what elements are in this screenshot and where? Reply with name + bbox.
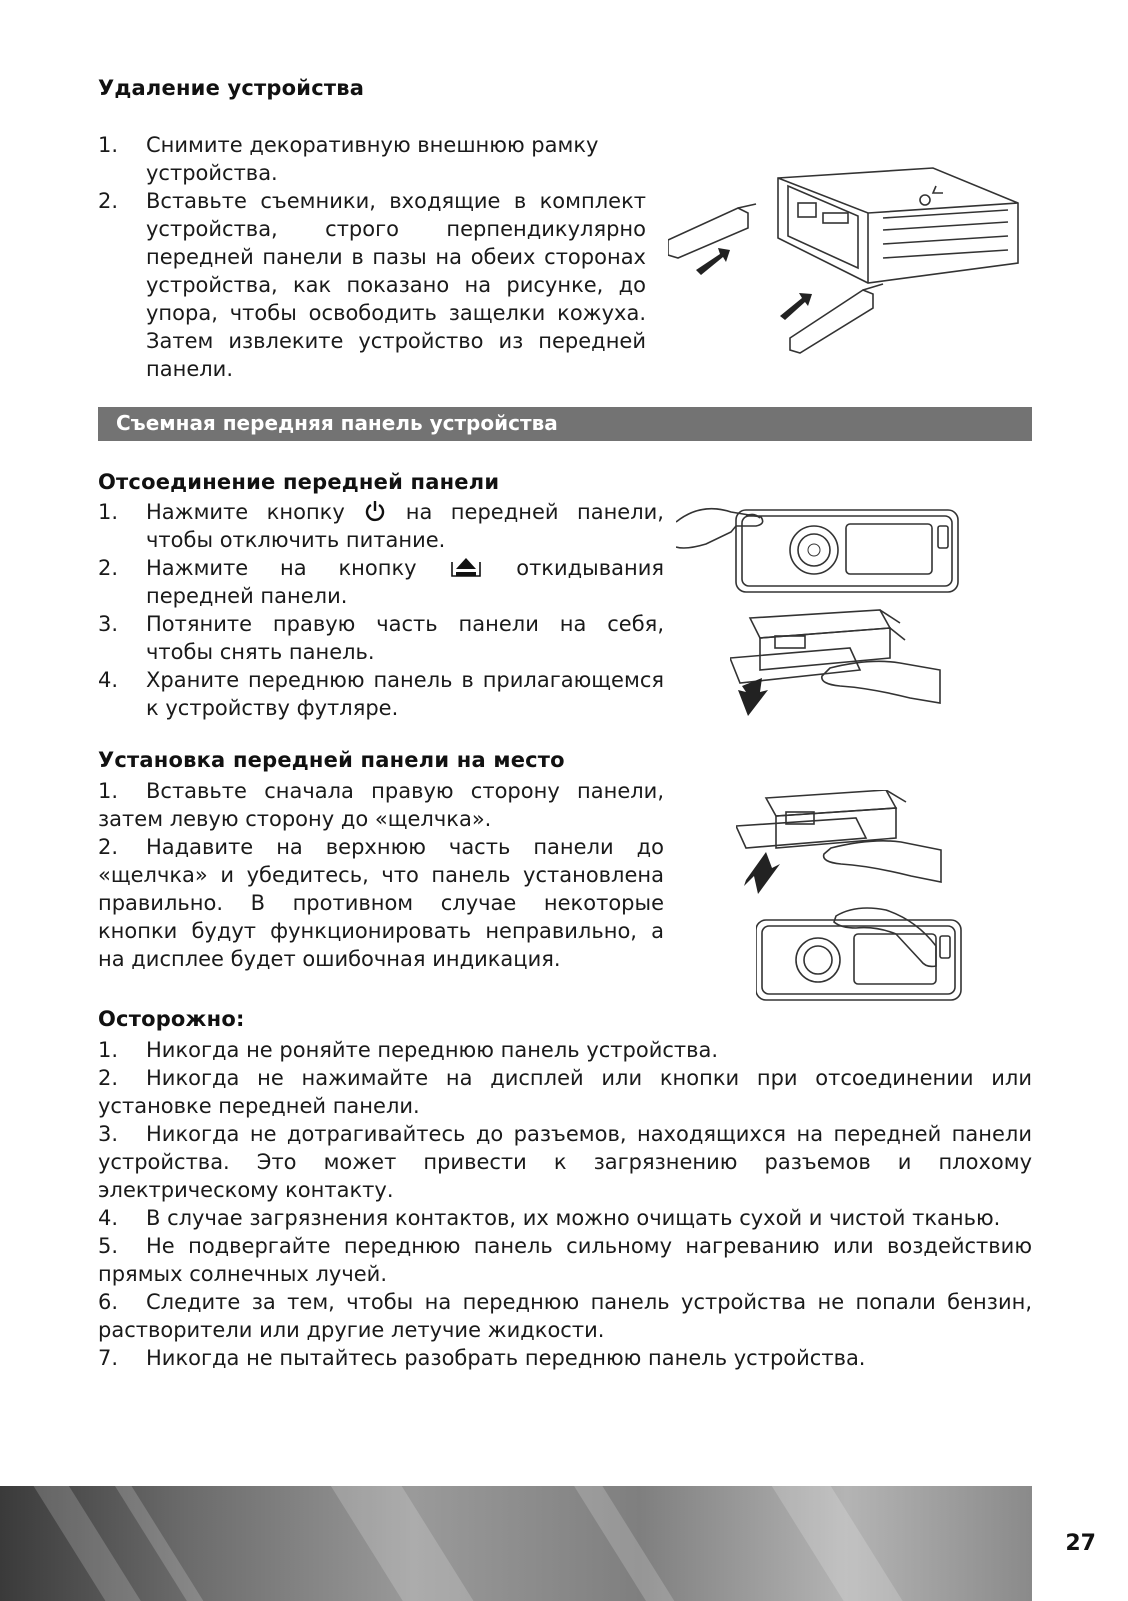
list-item [98, 1232, 1032, 1288]
item-text [146, 554, 664, 610]
item-text: Потяните правую часть панели на себя, чтобы снять панель. [146, 612, 664, 664]
item-number: 1. [98, 1038, 119, 1062]
power-icon [365, 500, 385, 522]
item-text: Никогда не роняйте переднюю панель устройства. [146, 1038, 719, 1062]
section-heading-install: Установка передней панели на место [98, 748, 565, 772]
list-item [98, 666, 664, 722]
item-text: В случае загрязнения контактов, их можно очищать сухой и чистой тканью. [146, 1206, 1001, 1230]
item-number: 2. [98, 556, 119, 580]
item-number: 5. [98, 1234, 119, 1258]
list-item [98, 833, 664, 973]
list-item [98, 1036, 1032, 1064]
item-text: Не подвергайте переднюю панель сильному нагреванию или воздействию прямых солнечных лучей. [98, 1234, 1032, 1286]
section-bar-title: Съемная передняя панель устройства [116, 411, 558, 435]
detach-list [98, 498, 664, 722]
list-item [98, 131, 646, 187]
item-number: 2. [98, 835, 119, 859]
item-number: 3. [98, 1122, 119, 1146]
list-item [98, 554, 664, 610]
item-text-after: на передней панели, чтобы отключить питание. [146, 500, 664, 552]
item-number: 2. [98, 1066, 119, 1090]
section-bar [98, 407, 1032, 441]
list-item [98, 1204, 1032, 1232]
item-text [146, 498, 664, 554]
section-heading-caution: Осторожно: [98, 1007, 245, 1031]
list-item [98, 1344, 1032, 1372]
insert-panel-illustration [736, 790, 946, 900]
item-number: 1. [98, 779, 119, 803]
list-item [98, 187, 646, 383]
item-number: 4. [98, 1206, 119, 1230]
item-text-before: Нажмите на кнопку [146, 556, 417, 580]
item-text: Надавите на верхнюю часть панели до «щелчка» и убедитесь, что панель установлена правильно. В противном случае некоторые кнопки будут функционировать неправильно, а на дисплее будет ошибочная индикация. [98, 835, 664, 971]
install-list [98, 777, 664, 973]
list-item [98, 498, 664, 554]
unit-removal-illustration [668, 158, 1030, 354]
removal-list [98, 131, 646, 383]
item-text: Храните переднюю панель в прилагающемся к устройству футляре. [146, 668, 664, 720]
item-text-before: Нажмите кнопку [146, 500, 345, 524]
item-text: Никогда не нажимайте на дисплей или кнопки при отсоединении или установке передней панели. [98, 1066, 1032, 1118]
item-text: Снимите декоративную внешнюю рамку устройства. [146, 133, 599, 185]
section-heading-detach: Отсоединение передней панели [98, 470, 500, 494]
item-text: Никогда не пытайтесь разобрать переднюю панель устройства. [146, 1346, 866, 1370]
list-item [98, 777, 664, 833]
list-item [98, 610, 664, 666]
footer-decoration [0, 1486, 1032, 1601]
item-number: 4. [98, 668, 119, 692]
eject-icon [450, 556, 482, 578]
list-item [98, 1288, 1032, 1344]
pull-panel-illustration [730, 608, 950, 718]
page-number: 27 [1065, 1531, 1096, 1556]
item-text: Никогда не дотрагивайтесь до разъемов, находящихся на передней панели устройства. Это может привести к загрязнению разъемов и плохому электрическому контакту. [98, 1122, 1032, 1202]
item-text: Следите за тем, чтобы на переднюю панель устройства не попали бензин, растворители или другие летучие жидкости. [98, 1290, 1032, 1342]
section-heading-removal: Удаление устройства [98, 76, 365, 100]
item-number: 7. [98, 1346, 119, 1370]
item-text: Вставьте сначала правую сторону панели, затем левую сторону до «щелчка». [98, 779, 664, 831]
item-text-after: откидывания передней панели. [146, 556, 664, 608]
list-item [98, 1064, 1032, 1120]
item-number: 6. [98, 1290, 119, 1314]
item-text: Вставьте съемники, входящие в комплект устройства, строго перпендикулярно передней панели в пазы на обеих сторонах устройства, как показано на рисунке, до упора, чтобы освободить защелки кожуха. Затем извлеките устройство из передней панели. [146, 189, 646, 381]
list-item [98, 1120, 1032, 1204]
item-number: 1. [98, 500, 119, 524]
item-number: 3. [98, 612, 119, 636]
item-number: 1. [98, 133, 119, 157]
press-top-illustration [756, 906, 966, 1006]
caution-list [98, 1036, 1032, 1372]
item-number: 2. [98, 189, 119, 213]
press-button-illustration [676, 492, 966, 602]
